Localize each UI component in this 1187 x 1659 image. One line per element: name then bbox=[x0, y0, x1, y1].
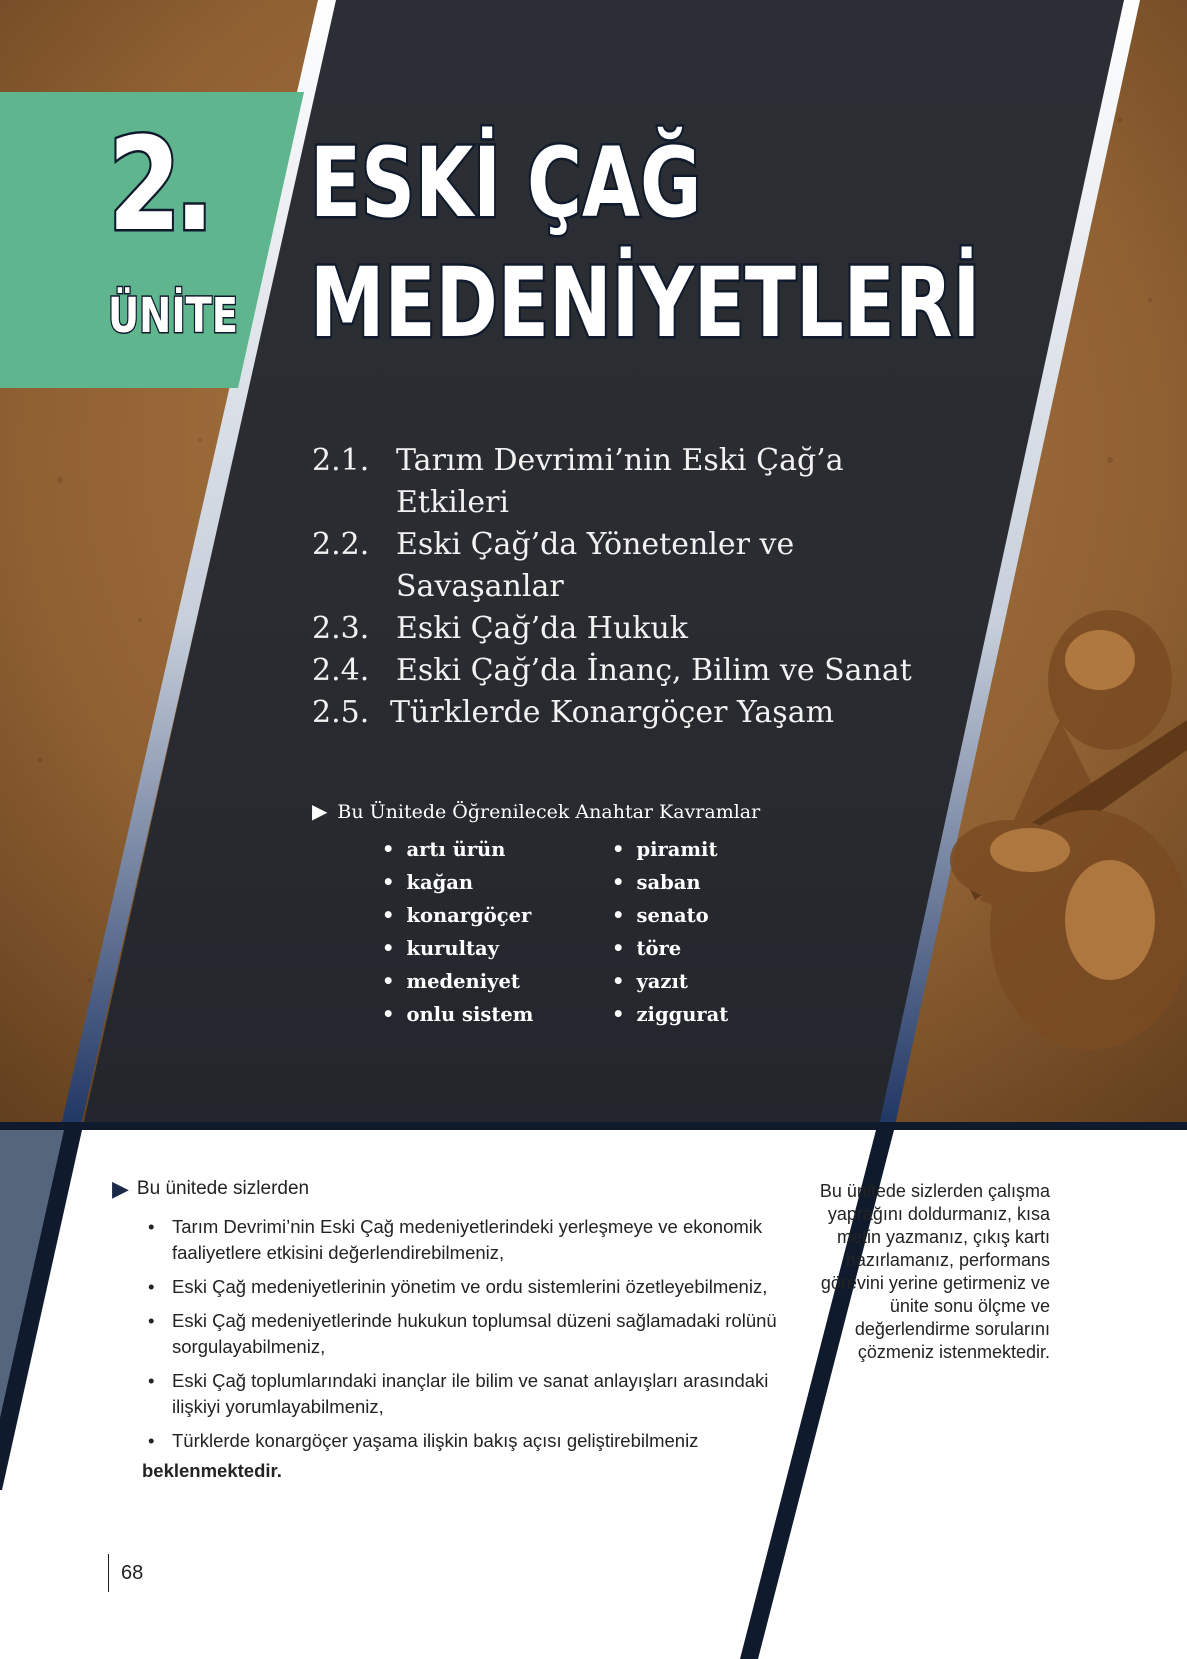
key-concept: • töre bbox=[612, 932, 728, 965]
goal-item: • Eski Çağ toplumlarındaki inançlar ile bilim ve sanat anlayışları arasındaki ilişkiyi yorumlayabilmeniz, bbox=[172, 1368, 782, 1420]
toc-number: 2.5. bbox=[312, 695, 370, 730]
key-concept: • kağan bbox=[382, 866, 533, 899]
toc-item[interactable] bbox=[312, 440, 956, 524]
key-concepts-heading bbox=[312, 799, 760, 823]
play-triangle-icon: ▶ bbox=[112, 1176, 129, 1201]
goal-item: • Eski Çağ medeniyetlerinin yönetim ve ordu sistemlerini özetleyebilmeniz, bbox=[172, 1274, 782, 1300]
goals-list bbox=[112, 1214, 802, 1454]
toc-item[interactable] bbox=[312, 524, 956, 608]
key-concept: • senato bbox=[612, 899, 728, 932]
unit-title-line2: MEDENİYETLERİ bbox=[310, 247, 981, 359]
goals-heading-text: Bu ünitede sizlerden bbox=[136, 1178, 310, 1199]
toc-number: 2.3. bbox=[312, 611, 370, 646]
learning-goals bbox=[112, 1176, 802, 1482]
key-concept: • artı ürün bbox=[382, 833, 533, 866]
toc-number: 2.1. bbox=[312, 443, 370, 478]
toc-title: Tarım Devrimi’nin Eski Çağ’a Etkileri bbox=[396, 443, 844, 520]
side-note: Bu ünitede sizlerden çalışma yaprağını doldurmanız, kısa metin yazmanız, çıkış kartı hazırlamanız, performans görevini yerine getirmeniz ve ünite sonu ölçme ve değerlendirme sorularını çözmeniz istenmektedir. bbox=[819, 1181, 1050, 1362]
goals-heading bbox=[112, 1176, 802, 1202]
key-concept: • piramit bbox=[612, 833, 728, 866]
key-concept: • konargöçer bbox=[382, 899, 533, 932]
unit-title-line1: ESKİ ÇAĞ bbox=[310, 127, 702, 239]
table-of-contents bbox=[312, 440, 956, 734]
relief-figure-image bbox=[940, 600, 1187, 1120]
unit-number: 2. bbox=[108, 111, 208, 260]
key-concept: • medeniyet bbox=[382, 965, 533, 998]
toc-title: Eski Çağ’da İnanç, Bilim ve Sanat bbox=[396, 653, 912, 688]
toc-title: Eski Çağ’da Yönetenler ve Savaşanlar bbox=[396, 527, 795, 604]
toc-title: Eski Çağ’da Hukuk bbox=[396, 611, 688, 646]
play-triangle-icon: ▶ bbox=[312, 799, 328, 823]
goals-closing: beklenmektedir. bbox=[142, 1460, 282, 1481]
key-concept: • ziggurat bbox=[612, 998, 728, 1031]
goal-item: • Tarım Devrimi’nin Eski Çağ medeniyetlerindeki yerleşmeye ve ekonomik faaliyetlere etkisini değerlendirebilmeniz, bbox=[172, 1214, 782, 1266]
key-concept: • saban bbox=[612, 866, 728, 899]
toc-number: 2.2. bbox=[312, 527, 370, 562]
page-number: 68 bbox=[108, 1554, 143, 1592]
toc-number: 2.4. bbox=[312, 653, 370, 688]
unit-label: ÜNİTE bbox=[108, 288, 239, 344]
key-concepts-column-1 bbox=[382, 833, 533, 1031]
key-concept: • kurultay bbox=[382, 932, 533, 965]
key-concept: • onlu sistem bbox=[382, 998, 533, 1031]
key-concepts-column-2 bbox=[612, 833, 728, 1031]
toc-item[interactable] bbox=[312, 608, 956, 650]
goal-item: • Türklerde konargöçer yaşama ilişkin bakış açısı geliştirebilmeniz bbox=[172, 1428, 792, 1454]
key-concept: • yazıt bbox=[612, 965, 728, 998]
key-concepts-title: Bu Ünitede Öğrenilecek Anahtar Kavramlar bbox=[337, 801, 761, 823]
toc-title: Türklerde Konargöçer Yaşam bbox=[390, 695, 835, 730]
goal-item: • Eski Çağ medeniyetlerinde hukukun toplumsal düzeni sağlamadaki rolünü sorgulayabilmeniz, bbox=[172, 1308, 782, 1360]
toc-item[interactable] bbox=[312, 650, 956, 692]
toc-item[interactable] bbox=[312, 692, 956, 734]
